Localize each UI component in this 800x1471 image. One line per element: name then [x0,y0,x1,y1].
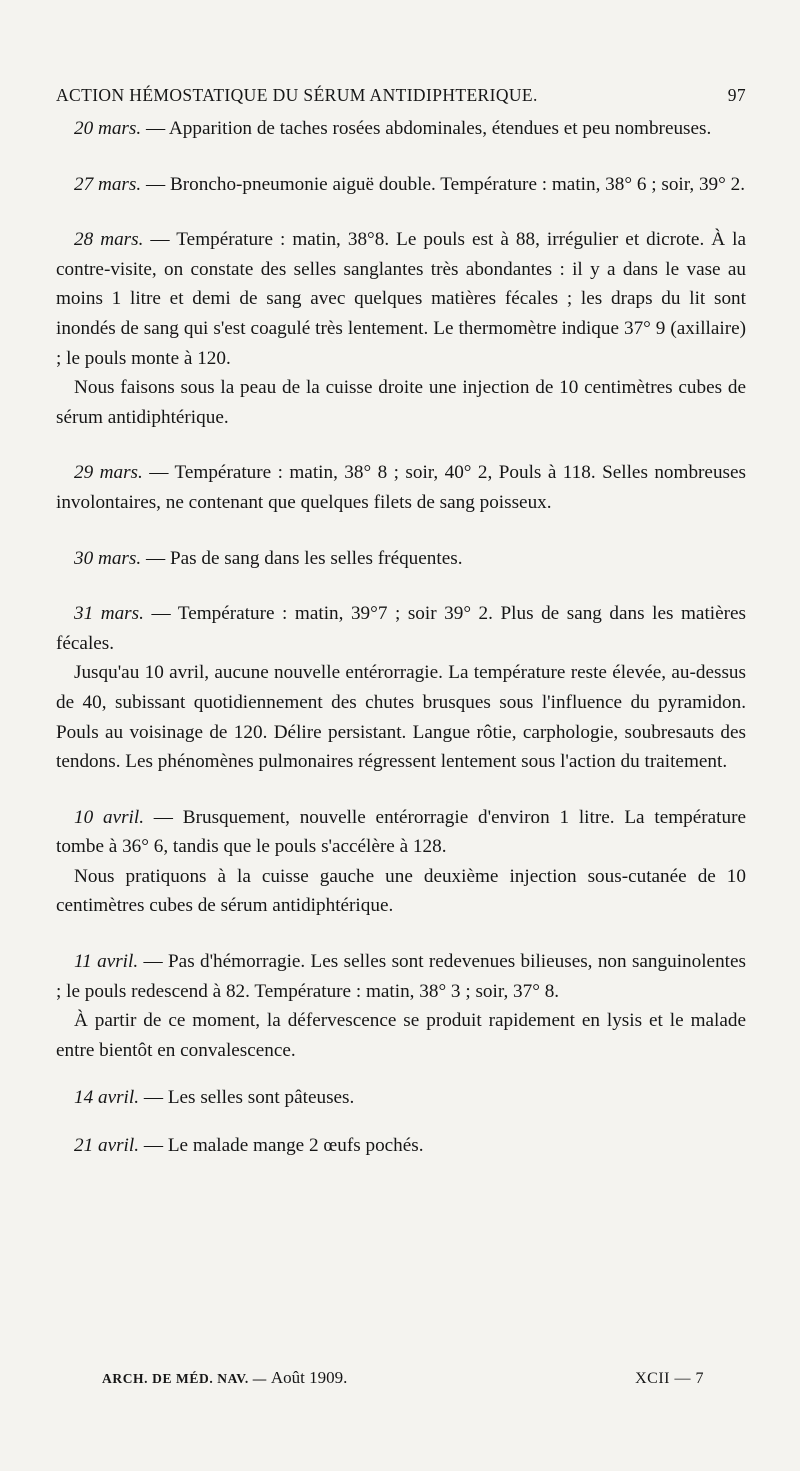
entry-text: — Apparition de taches rosées abdominales, étendues et peu nombreuses. [141,118,712,139]
entry-paragraph [56,170,746,200]
entry-text: — Le malade mange 2 œufs pochés. [139,1135,424,1157]
issue-date: Août 1909. [270,1368,348,1387]
body-paragraph [56,862,746,921]
paragraph-text: À partir de ce moment, la défervescence se produit rapidement en lysis et le malade entre bientôt en convalescence. [56,1010,746,1061]
entry-paragraph [56,1083,746,1113]
entry-date: 20 mars. [74,118,142,139]
entry-date: 27 mars. [74,173,142,195]
entry-date: 21 avril. [74,1135,140,1157]
body-paragraph [56,373,746,432]
entry-text: — Température : matin, 39°7 ; soir 39° 2. Plus de sang dans les matières fécales. [56,603,746,654]
page-footer [102,1368,704,1388]
entry-paragraph [56,458,746,517]
body-paragraph [56,658,746,776]
entry-date: 29 mars. [74,462,143,484]
document-page [56,85,746,1161]
entry-date: 10 avril. [74,806,145,828]
entry-text: — Température : matin, 38°8. Le pouls est à 88, irrégulier et dicrote. À la contre-visite, on constate des selles sanglantes très abondantes : il y a dans le vase au moins 1 litre et demi de sang avec quelques matières fécales ; les draps du lit sont inondés de sang qui s'est coagulé très lentement. Le thermomètre indique 37° 9 (axillaire) ; le pouls monte à 120. [56,229,747,369]
running-header [56,85,746,106]
entry-paragraph [56,1131,746,1161]
paragraph-text: Nous faisons sous la peau de la cuisse droite une injection de 10 centimètres cubes de sérum antidiphtérique. [56,377,746,428]
entry-text: — Brusquement, nouvelle entérorragie d'environ 1 litre. La température tombe à 36° 6, tandis que le pouls s'accélère à 128. [56,806,746,858]
paragraph-text: Nous pratiquons à la cuisse gauche une deuxième injection sous-cutanée de 10 centimètres cubes de sérum antidiphtérique. [56,865,746,917]
entry-text: — Les selles sont pâteuses. [139,1087,355,1109]
entry-date: 14 avril. [74,1087,140,1109]
entry-paragraph [56,947,746,1006]
entry-text: — Pas de sang dans les selles fréquentes. [141,547,463,569]
signature-mark: XCII — 7 [635,1370,704,1387]
entry-date: 30 mars. [74,547,142,569]
journal-reference [102,1368,347,1388]
entry-paragraph [56,225,746,373]
entry-paragraph [56,803,746,862]
entry-text: — Température : matin, 38° 8 ; soir, 40° 2, Pouls à 118. Selles nombreuses involontaires, ne contenant que quelques filets de sang poisseux. [56,462,746,513]
entry-paragraph [56,114,746,144]
entry-text: — Pas d'hémorragie. Les selles sont redevenues bilieuses, non sanguinolentes ; le pouls redescend à 82. Température : matin, 38° 3 ; soir, 37° 8. [56,951,746,1002]
body-paragraph [56,1006,746,1065]
entry-date: 11 avril. [74,951,139,973]
journal-name: ARCH. DE MÉD. NAV. — [102,1371,271,1386]
paragraph-text: Jusqu'au 10 avril, aucune nouvelle entérorragie. La température reste élevée, au-dessus de 40, subissant quotidiennement des chutes brusques sous l'influence du pyramidon. Pouls au voisinage de 120. Délire persistant. Langue rôtie, carphologie, soubresauts des tendons. Les phénomènes pulmonaires régressent lentement sous l'action du traitement. [56,662,746,773]
entry-paragraph [56,599,746,658]
entry-paragraph [56,544,746,574]
entry-date: 31 mars. [74,603,144,625]
entry-date: 28 mars. [74,229,144,251]
entry-text: — Broncho-pneumonie aiguë double. Température : matin, 38° 6 ; soir, 39° 2. [141,173,746,195]
running-title: ACTION HÉMOSTATIQUE DU SÉRUM ANTIDIPHTERIQUE. [56,85,538,105]
page-number: 97 [727,85,746,105]
